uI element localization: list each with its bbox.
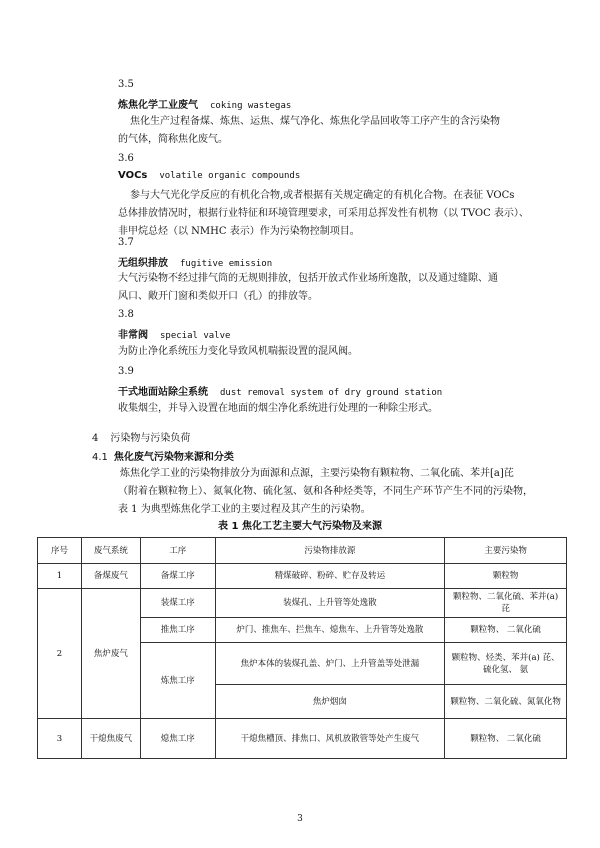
- table-row: [38, 589, 567, 618]
- paragraph-line: 总体排放情况时，根据行业特征和环境管理要求，可采用总挥发性有机物（以 TVOC 表示）、: [118, 208, 529, 219]
- header-cell: 主要污染物: [445, 538, 567, 564]
- table-row: [38, 719, 567, 759]
- subsection-number: 4.1: [92, 452, 108, 463]
- pollutant-cell: 颗粒物、二氧化硫、苯并(a) 芘: [445, 589, 567, 618]
- term-english: fugitive emission: [180, 259, 273, 269]
- term-english: special valve: [160, 331, 231, 341]
- section-number: 3.6: [118, 153, 134, 164]
- header-cell: 污染物排放源: [215, 538, 445, 564]
- chapter-title: 污染物与污染负荷: [110, 433, 191, 444]
- paragraph-line: 表 1 为典型炼焦化学工业的主要过程及其产生的污染物。: [118, 504, 371, 515]
- term-heading: [118, 383, 442, 398]
- definition-paragraph: [118, 400, 438, 418]
- process-cell: 推焦工序: [140, 618, 215, 643]
- term-heading: [118, 326, 230, 341]
- process-cell: 熄焦工序: [140, 719, 215, 759]
- header-cell: 序号: [38, 538, 82, 564]
- paragraph-line: 非甲烷总烃（以 NMHC 表示）作为污染物控制项目。: [118, 226, 360, 237]
- paragraph-line: 风口、敞开门窗和类似开口（孔）的排放等。: [118, 291, 318, 302]
- source-cell: 焦炉本体的装煤孔盖、炉门、上升管盖等处泄漏: [215, 643, 445, 685]
- paragraph-line: 参与大气光化学反应的有机化合物,或者根据有关规定确定的有机化合物。在表征 VOCs: [130, 190, 515, 201]
- source-cell: 装煤孔、上升管等处逸散: [215, 589, 445, 618]
- definition-paragraph: [118, 187, 529, 241]
- term-heading: [118, 96, 291, 111]
- definition-paragraph: [118, 343, 358, 361]
- process-cell: 炼焦工序: [140, 643, 215, 719]
- process-cell: 备煤工序: [140, 564, 215, 589]
- term-chinese: 干式地面站除尘系统: [118, 387, 208, 398]
- paragraph-line: 炼焦化学工业的污染物排放分为面源和点源，主要污染物有颗粒物、二氧化硫、苯并[a]芘: [120, 468, 514, 479]
- term-heading: [118, 170, 300, 181]
- pollutant-cell: 颗粒物、 二氧化硫: [445, 618, 567, 643]
- paragraph-line: （附着在颗粒物上）、氮氧化物、硫化氢、氨和各种烃类等，不同生产环节产生不同的污染物，: [118, 486, 533, 497]
- paragraph-line: 收集烟尘，并导入设置在地面的烟尘净化系统进行处理的一种除尘形式。: [118, 403, 438, 414]
- definition-paragraph: [118, 270, 498, 306]
- term-chinese: 无组织排放: [118, 258, 168, 269]
- term-chinese: 非常阀: [118, 330, 148, 341]
- pollutant-cell: 颗粒物、烃类、苯并(a) 芘、硫化氢、 氨: [445, 643, 567, 685]
- row-number-cell: 1: [38, 564, 82, 589]
- chapter-heading: [92, 429, 190, 444]
- section-number: 3.9: [118, 366, 134, 377]
- term-english: volatile organic compounds: [159, 171, 301, 181]
- pollutant-cell: 颗粒物: [445, 564, 567, 589]
- subsection-title: 焦化废气污染物来源和分类: [113, 452, 234, 463]
- body-paragraph: [118, 465, 533, 519]
- definition-paragraph: [118, 113, 500, 149]
- subsection-heading: [92, 448, 234, 463]
- section-number: 3.5: [118, 79, 134, 90]
- term-chinese: VOCs: [118, 170, 148, 181]
- source-cell: 焦炉烟囱: [215, 685, 445, 719]
- paragraph-line: 为防止净化系统压力变化导致风机喘振设置的混风阀。: [118, 346, 358, 357]
- system-cell: 备煤废气: [81, 564, 140, 589]
- paragraph-line: 大气污染物不经过排气筒的无规则排放，包括开放式作业场所逸散，以及通过缝隙、通: [118, 273, 498, 284]
- term-heading: [118, 254, 272, 269]
- page-number: 3: [297, 814, 303, 824]
- source-cell: 干熄焦槽顶、排焦口、风机放散管等处产生废气: [215, 719, 445, 759]
- pollutant-cell: 颗粒物、二氧化硫、氮氧化物: [445, 685, 567, 719]
- chapter-number: 4: [92, 433, 99, 444]
- paragraph-line: 的气体，简称焦化废气。: [118, 134, 228, 145]
- paragraph-line: 焦化生产过程备煤、炼焦、运焦、煤气净化、炼焦化学品回收等工序产生的含污染物: [130, 116, 500, 127]
- system-cell: 焦炉废气: [81, 589, 140, 719]
- table-row: [38, 564, 567, 589]
- term-chinese: 炼焦化学工业废气: [118, 100, 198, 111]
- header-cell: 废气系统: [81, 538, 140, 564]
- process-cell: 装煤工序: [140, 589, 215, 618]
- term-english: dust removal system of dry ground station: [220, 388, 443, 398]
- source-cell: 精煤破碎、粉碎、贮存及转运: [215, 564, 445, 589]
- system-cell: 干熄焦废气: [81, 719, 140, 759]
- pollutant-source-table: [37, 537, 567, 759]
- section-number: 3.7: [118, 237, 134, 248]
- term-english: coking wastegas: [210, 101, 292, 111]
- source-cell: 炉门、推焦车、拦焦车、熄焦车、上升管等处逸散: [215, 618, 445, 643]
- row-number-cell: 3: [38, 719, 82, 759]
- row-number-cell: 2: [38, 589, 82, 719]
- table-caption: 表 1 焦化工艺主要大气污染物及来源: [218, 521, 382, 532]
- table-header-row: [38, 538, 567, 564]
- header-cell: 工序: [140, 538, 215, 564]
- section-number: 3.8: [118, 309, 134, 320]
- pollutant-cell: 颗粒物、 二氧化硫: [445, 719, 567, 759]
